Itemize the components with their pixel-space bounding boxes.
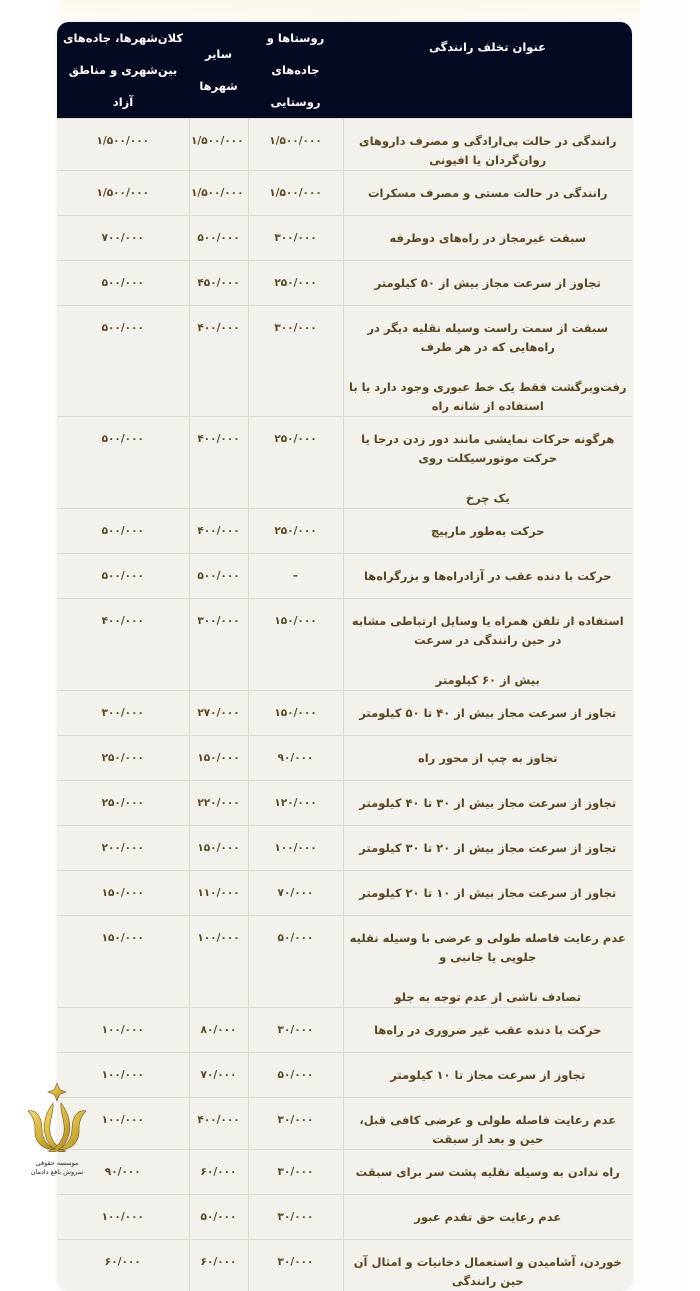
table-header [57, 22, 632, 119]
table-row [57, 1008, 632, 1053]
violation-title [343, 1008, 632, 1053]
fine-other-cities: ۴۰۰/۰۰۰ [189, 417, 248, 509]
table-row [57, 261, 632, 306]
violation-title-text-line2: بیش از ۶۰ کیلومتر [348, 671, 629, 690]
violation-title-text: خوردن، آشامیدن و استعمال دخانیات و امثال آن حین رانندگی [354, 1255, 622, 1288]
violation-title-text: رانندگی در حالت مستی و مصرف مسکرات [368, 186, 608, 200]
table-row [57, 599, 632, 691]
fine-rural: ۱/۵۰۰/۰۰۰ [248, 119, 343, 171]
table-row [57, 417, 632, 509]
fine-rural: ۹۰/۰۰۰ [248, 736, 343, 781]
violation-title-text: تجاوز از سرعت مجاز تا ۱۰ کیلومتر [390, 1068, 585, 1082]
table-row [57, 216, 632, 261]
header-other-line2: شهرها [199, 79, 237, 93]
violation-title-text: حرکت با دنده عقب در آزادراه‌ها و بزرگراه‌ها [364, 569, 612, 583]
fine-other-cities: ۷۰/۰۰۰ [189, 1053, 248, 1098]
violation-title-text: هرگونه حرکات نمایشی مانند دور زدن درجا یا حرکت موتورسیکلت روی [361, 432, 614, 465]
fine-rural: ۲۵۰/۰۰۰ [248, 261, 343, 306]
fine-other-cities: ۵۰۰/۰۰۰ [189, 216, 248, 261]
violation-title-text-line2: یک چرخ [348, 489, 629, 508]
fine-rural: ۳۰۰/۰۰۰ [248, 306, 343, 417]
background-glow [60, 0, 640, 24]
table-row [57, 1053, 632, 1098]
fine-metro: ۱۰۰/۰۰۰ [57, 1098, 189, 1150]
table-row [57, 554, 632, 599]
fine-metro: ۵۰۰/۰۰۰ [57, 554, 189, 599]
traffic-fines-table [57, 22, 632, 1291]
violation-title-text: تجاوز به چپ از محور راه [418, 751, 558, 765]
violation-title [343, 171, 632, 216]
fine-rural: ۱۵۰/۰۰۰ [248, 599, 343, 691]
fine-rural: ۱/۵۰۰/۰۰۰ [248, 171, 343, 216]
table-row [57, 691, 632, 736]
violation-title-text: تجاوز از سرعت مجاز بیش از ۲۰ تا ۳۰ کیلومتر [359, 841, 616, 855]
fine-metro: ۵۰۰/۰۰۰ [57, 261, 189, 306]
fine-rural: ۱۲۰/۰۰۰ [248, 781, 343, 826]
violation-title [343, 1195, 632, 1240]
violation-title [343, 509, 632, 554]
table-row [57, 1098, 632, 1150]
fine-metro: ۱۵۰/۰۰۰ [57, 916, 189, 1008]
violation-title [343, 554, 632, 599]
violation-title [343, 216, 632, 261]
fine-other-cities: ۶۰/۰۰۰ [189, 1150, 248, 1195]
header-rural [248, 22, 343, 119]
fine-other-cities: ۱۰۰/۰۰۰ [189, 916, 248, 1008]
fine-rural: ۳۰/۰۰۰ [248, 1098, 343, 1150]
table-row [57, 119, 632, 171]
fine-other-cities: ۱۱۰/۰۰۰ [189, 871, 248, 916]
violation-title [343, 261, 632, 306]
violation-title-text-line2: رفت‌وبرگشت فقط یک خط عبوری وجود دارد یا با استفاده از شانه راه [348, 378, 629, 416]
table-row [57, 1195, 632, 1240]
fine-metro: ۹۰/۰۰۰ [57, 1150, 189, 1195]
violation-title-text: تجاوز از سرعت مجاز بیش از ۴۰ تا ۵۰ کیلومتر [359, 706, 616, 720]
header-violation-title-label: عنوان تخلف رانندگی [429, 40, 546, 54]
fine-other-cities: ۸۰/۰۰۰ [189, 1008, 248, 1053]
violation-title [343, 871, 632, 916]
header-rural-line2: جاده‌های روستایی [270, 63, 320, 109]
violation-title [343, 736, 632, 781]
header-metro-line1: کلان‌شهرها، جاده‌های [63, 31, 183, 45]
table-row [57, 736, 632, 781]
violation-title-text: سبقت از سمت راست وسیله نقلیه دیگر در راه‌هایی که در هر طرف [367, 321, 608, 354]
violation-title [343, 1240, 632, 1291]
fine-other-cities: ۴۰۰/۰۰۰ [189, 1098, 248, 1150]
fine-metro: ۲۵۰/۰۰۰ [57, 781, 189, 826]
fine-metro: ۳۰۰/۰۰۰ [57, 691, 189, 736]
fine-other-cities: ۴۰۰/۰۰۰ [189, 306, 248, 417]
header-row [57, 22, 632, 119]
fine-metro: ۵۰۰/۰۰۰ [57, 509, 189, 554]
violation-title [343, 1098, 632, 1150]
logo-text-line2: سروش نافع دادمان [22, 1168, 92, 1177]
violation-title [343, 119, 632, 171]
header-metro [57, 22, 189, 119]
violation-title-text: حرکت با دنده عقب غیر ضروری در راه‌ها [374, 1023, 601, 1037]
fine-other-cities: ۱۵۰/۰۰۰ [189, 736, 248, 781]
fine-metro: ۷۰۰/۰۰۰ [57, 216, 189, 261]
violation-title-text: عدم رعایت فاصله طولی و عرضی کافی قبل، حین و بعد از سبقت [359, 1113, 616, 1146]
table-row [57, 781, 632, 826]
fine-metro: ۱۰۰/۰۰۰ [57, 1053, 189, 1098]
fine-rural: ۷۰/۰۰۰ [248, 871, 343, 916]
table-row [57, 916, 632, 1008]
fine-rural: ۳۰/۰۰۰ [248, 1195, 343, 1240]
fine-other-cities: ۲۲۰/۰۰۰ [189, 781, 248, 826]
header-metro-line2: بین‌شهری و مناطق آزاد [69, 63, 177, 109]
fine-rural: ۱۵۰/۰۰۰ [248, 691, 343, 736]
violation-title-text: عدم رعایت فاصله طولی و عرضی با وسیله نقلیه جلویی یا جانبی و [350, 931, 626, 964]
violation-title-text: عدم رعایت حق تقدم عبور [414, 1210, 561, 1224]
fine-rural: ۲۵۰/۰۰۰ [248, 417, 343, 509]
fine-rural: ۳۰/۰۰۰ [248, 1008, 343, 1053]
fine-metro: ۱/۵۰۰/۰۰۰ [57, 119, 189, 171]
violation-title [343, 781, 632, 826]
logo-text-line1: موسسه حقوقی [22, 1159, 92, 1168]
fine-rural: ۵۰/۰۰۰ [248, 916, 343, 1008]
fine-other-cities: ۵۰۰/۰۰۰ [189, 554, 248, 599]
violation-title-text: تجاوز از سرعت مجاز بیش از ۵۰ کیلومتر [375, 276, 601, 290]
fine-other-cities: ۳۰۰/۰۰۰ [189, 599, 248, 691]
violation-title-text-line2: تصادف ناشی از عدم توجه به جلو [348, 988, 629, 1007]
table-row [57, 171, 632, 216]
table-row [57, 1150, 632, 1195]
fine-other-cities: ۵۰/۰۰۰ [189, 1195, 248, 1240]
violation-title [343, 599, 632, 691]
violation-title-text: رانندگی در حالت بی‌ارادگی و مصرف داروهای روان‌گردان یا افیونی [359, 134, 616, 167]
violation-title-text: راه ندادن به وسیله نقلیه پشت سر برای سبقت [356, 1165, 620, 1179]
violation-title [343, 691, 632, 736]
fine-metro: ۱۵۰/۰۰۰ [57, 871, 189, 916]
violation-title [343, 826, 632, 871]
table-row [57, 826, 632, 871]
golden-tulip-emblem-icon [26, 1083, 88, 1159]
table-row [57, 306, 632, 417]
violation-title [343, 306, 632, 417]
violation-title-text: سبقت غیرمجاز در راه‌های دوطرفه [389, 231, 586, 245]
fine-other-cities: ۲۷۰/۰۰۰ [189, 691, 248, 736]
fine-rural: ۳۰/۰۰۰ [248, 1150, 343, 1195]
fine-rural: ۳۰۰/۰۰۰ [248, 216, 343, 261]
fine-metro: ۱۰۰/۰۰۰ [57, 1008, 189, 1053]
fine-metro: ۵۰۰/۰۰۰ [57, 417, 189, 509]
fine-metro: ۲۰۰/۰۰۰ [57, 826, 189, 871]
violation-title [343, 417, 632, 509]
table-row [57, 871, 632, 916]
fine-metro: ۶۰/۰۰۰ [57, 1240, 189, 1291]
table-row [57, 1240, 632, 1291]
violation-title-text: استفاده از تلفن همراه یا وسایل ارتباطی مشابه در حین رانندگی در سرعت [352, 614, 624, 647]
violation-title [343, 1053, 632, 1098]
header-rural-line1: روستاها و [267, 31, 325, 45]
header-other-cities [189, 22, 248, 119]
violation-title [343, 916, 632, 1008]
fine-rural: ۱۰۰/۰۰۰ [248, 826, 343, 871]
violation-title-text: تجاوز از سرعت مجاز بیش از ۳۰ تا ۴۰ کیلومتر [359, 796, 616, 810]
fine-rural: ۲۵۰/۰۰۰ [248, 509, 343, 554]
fine-other-cities: ۴۰۰/۰۰۰ [189, 509, 248, 554]
fine-rural: ۳۰/۰۰۰ [248, 1240, 343, 1291]
fine-metro: ۵۰۰/۰۰۰ [57, 306, 189, 417]
fine-other-cities: ۶۰/۰۰۰ [189, 1240, 248, 1291]
header-other-line1: سایر [205, 47, 232, 61]
fine-metro: ۲۵۰/۰۰۰ [57, 736, 189, 781]
violation-title-text: تجاوز از سرعت مجاز بیش از ۱۰ تا ۲۰ کیلومتر [359, 886, 616, 900]
header-violation-title [343, 22, 632, 119]
fine-other-cities: ۱/۵۰۰/۰۰۰ [189, 119, 248, 171]
fine-other-cities: ۱/۵۰۰/۰۰۰ [189, 171, 248, 216]
fine-rural: ۵۰/۰۰۰ [248, 1053, 343, 1098]
fine-other-cities: ۱۵۰/۰۰۰ [189, 826, 248, 871]
traffic-fines-table-container [57, 22, 632, 1291]
fine-metro: ۱/۵۰۰/۰۰۰ [57, 171, 189, 216]
fine-metro: ۱۰۰/۰۰۰ [57, 1195, 189, 1240]
fine-other-cities: ۴۵۰/۰۰۰ [189, 261, 248, 306]
violation-title-text: حرکت به‌طور مارپیچ [431, 524, 545, 538]
fine-metro: ۴۰۰/۰۰۰ [57, 599, 189, 691]
company-logo [22, 1083, 92, 1181]
table-body [57, 119, 632, 1291]
table-row [57, 509, 632, 554]
fine-rural: – [248, 554, 343, 599]
violation-title [343, 1150, 632, 1195]
